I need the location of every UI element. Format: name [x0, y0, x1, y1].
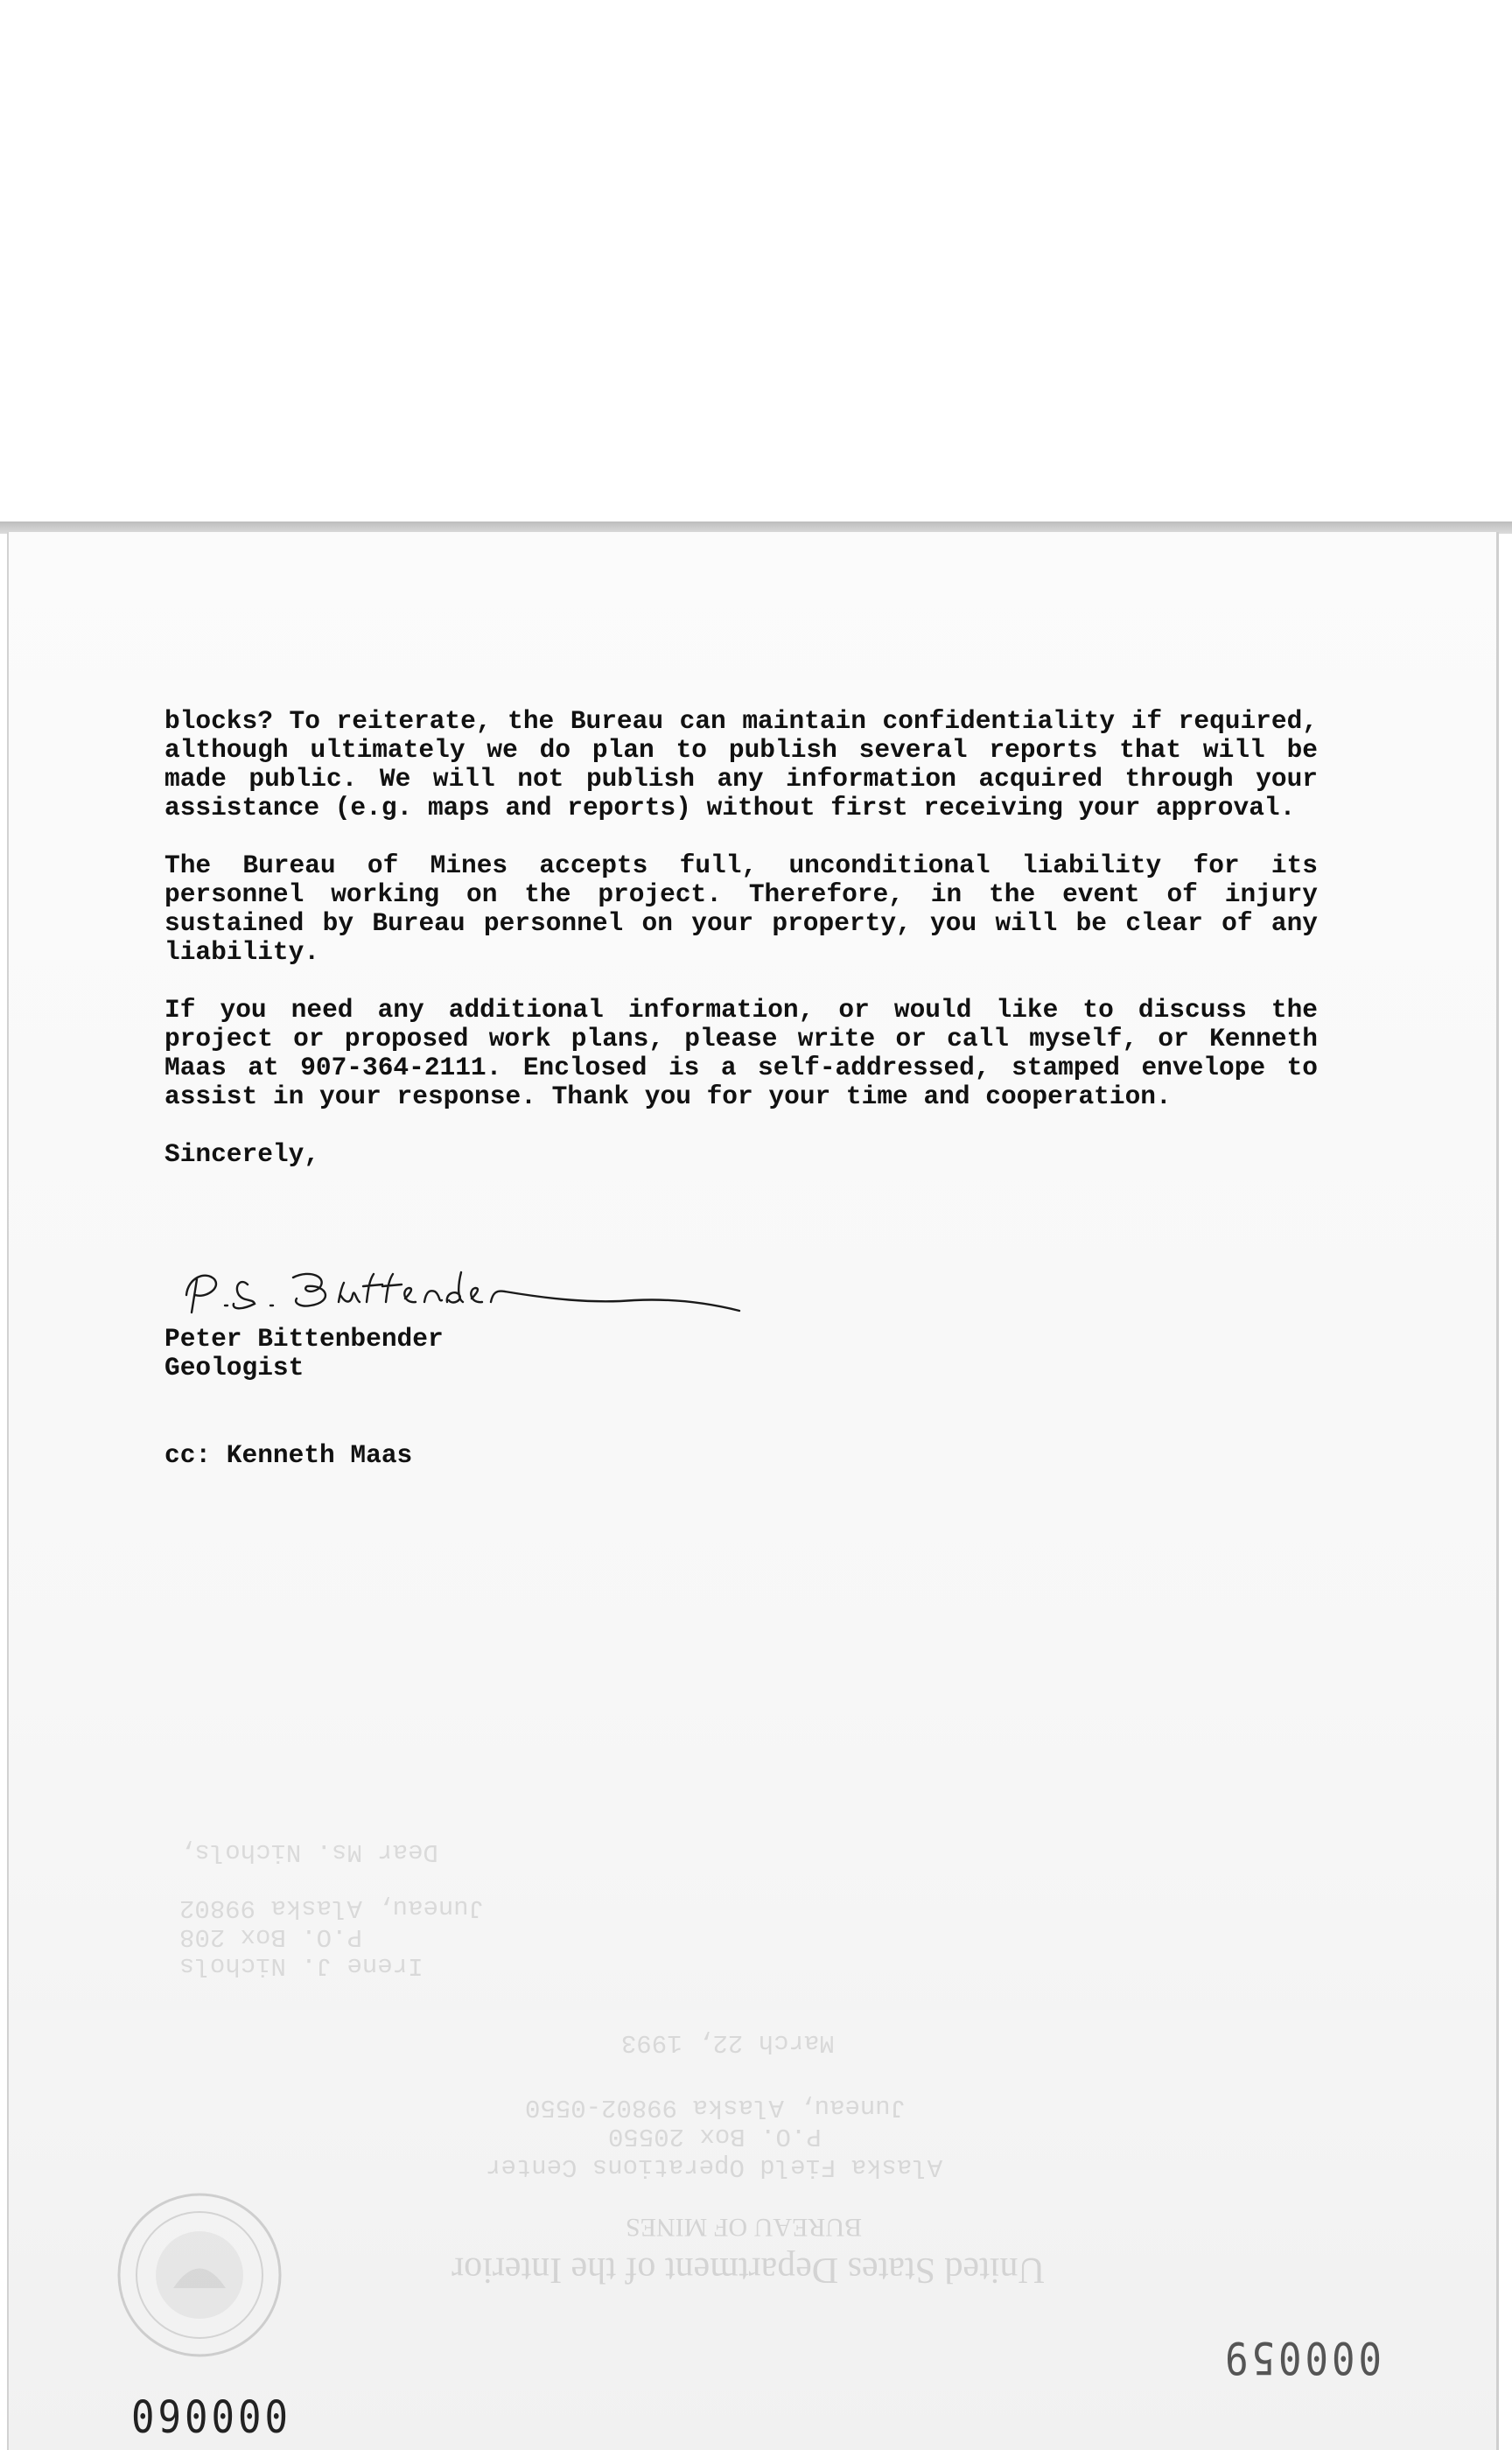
handwritten-signature	[179, 1260, 757, 1323]
ghost-salutation: Dear Ms. Nichols,	[179, 1838, 438, 1866]
ghost-addressee-2: P.O. Box 208	[179, 1922, 362, 1951]
page-number-stamp: 090000	[131, 2392, 291, 2444]
ghost-agency: United States Department of the Interior	[452, 2250, 1045, 2290]
signer-name: Peter Bittenbender	[164, 1324, 444, 1354]
letter-body	[164, 707, 1318, 1198]
paragraph-liability: The Bureau of Mines accepts full, unconditional liability for its personnel working on the project. Therefore, in the event of injury sustained by Bureau personnel on your property, you will be clear of any liability.	[164, 850, 1318, 967]
ghost-office: Alaska Field Operations Center	[486, 2152, 943, 2181]
blank-scan-area	[0, 0, 1512, 522]
ghost-bureau: BUREAU OF MINES	[625, 2213, 863, 2242]
ghost-addressee-1: Irene J. Nichols	[179, 1951, 424, 1980]
ghost-city: Juneau, Alaska 99802-0550	[525, 2093, 906, 2122]
signer-block	[164, 1325, 444, 1382]
ghost-box: P.O. Box 20550	[608, 2122, 822, 2151]
cc-line: cc: Kenneth Maas	[164, 1440, 413, 1470]
reversed-page-stamp: 000059	[1222, 2331, 1382, 2383]
signer-title: Geologist	[164, 1353, 304, 1382]
ghost-addressee-3: Juneau, Alaska 99802	[179, 1894, 485, 1922]
paragraph-contact: If you need any additional information, or would like to discuss the project or proposed work plans, please write or call myself, or Kenneth Maas at 907-364-2111. Enclosed is a self-addressed, stamped envelope to assist in your response. Thank you for your time and cooperation.	[164, 995, 1318, 1111]
ghost-date: March 22, 1993	[621, 2028, 835, 2057]
department-seal-icon	[112, 2188, 287, 2362]
paragraph-confidentiality: blocks? To reiterate, the Bureau can maintain confidentiality if required, although ultimately we do plan to publish several reports that will be made public. We will not publish any information acquired through your assistance (e.g. maps and reports) without first receiving your approval.	[164, 706, 1318, 822]
closing-salutation: Sincerely,	[164, 1139, 320, 1169]
